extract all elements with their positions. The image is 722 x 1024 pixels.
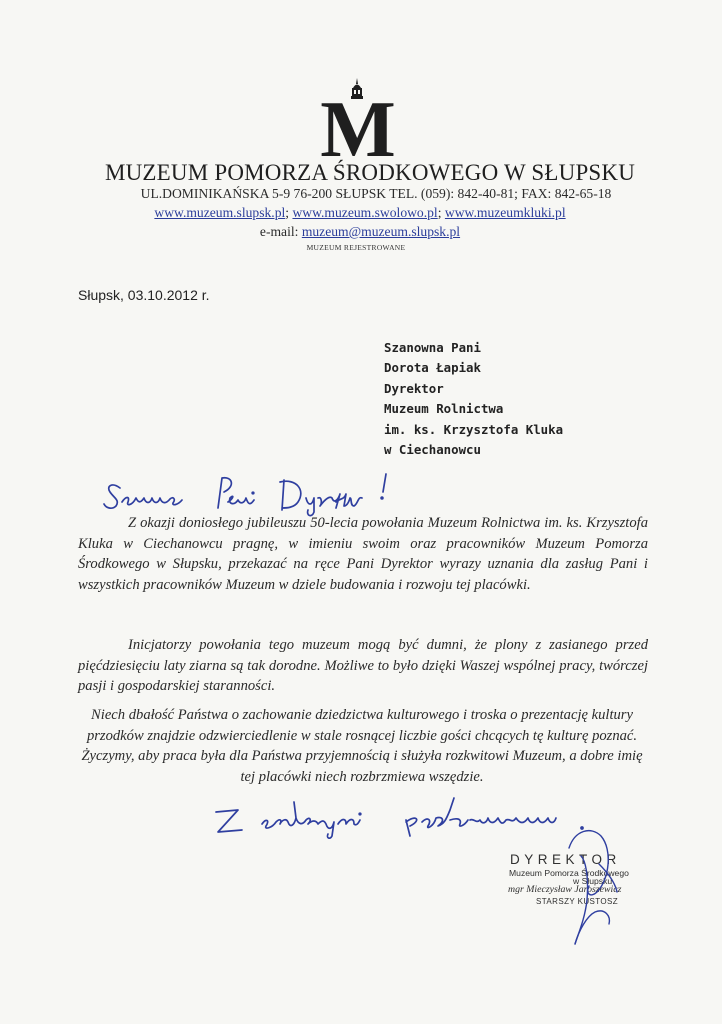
stamp-institution: Muzeum Pomorza Środkowego (509, 868, 629, 878)
body-paragraph-3: Niech dbałość Państwa o zachowanie dziedzictwa kulturowego i troska o prezentację kultury przodków znajdzie odzwierciedlenie w stale rosnącej liczbie gości chcących tę kulturę poznać. Życzymy, aby praca była dla Państwa przyjemnością i służyła rozkwitowi Muzeum, a dobre imię tej placówki niech rozbrzmiewa wszędzie. (81, 707, 643, 785)
stamp-rank: STARSZY KUSTOSZ (536, 897, 619, 906)
registered-note: MUZEUM REJESTROWANE (306, 243, 406, 252)
recipient-line: Szanowna Pani (384, 340, 481, 355)
handwritten-salutation (100, 468, 420, 518)
recipient-line: w Ciechanowcu (384, 442, 481, 458)
letter-date: Słupsk, 03.10.2012 r. (78, 287, 210, 303)
website-links: www.muzeum.slupsk.pl; www.muzeum.swolowo.pl; www.muzeumkluki.pl (154, 205, 566, 220)
handwritten-signature (545, 820, 635, 950)
recipient-block (384, 338, 563, 460)
recipient-line: Dorota Łapiak (384, 360, 481, 376)
museum-address: UL.DOMINIKAŃSKA 5-9 76-200 SŁUPSK TEL. (059): 842-40-81; FAX: 842-65-18 (140, 186, 612, 201)
email-label: e-mail: (259, 224, 302, 239)
svg-text:M: M (320, 86, 396, 158)
website-link-kluki[interactable]: www.muzeumkluki.pl (444, 205, 566, 220)
stamp-title: DYREKTOR (510, 852, 621, 867)
recipient-line: Dyrektor (384, 380, 444, 396)
museum-name: MUZEUM POMORZA ŚRODKOWEGO W SŁUPSKU (104, 160, 636, 185)
svg-text:Szanowna Pani Dyrektor!: Szanowna Pani Dyrektor! (100, 468, 111, 469)
museum-logo (318, 78, 398, 158)
stamp-city: w Słupsku (573, 876, 613, 886)
email-link[interactable]: muzeum@muzeum.slupsk.pl (301, 224, 461, 239)
recipient-line: im. ks. Krzysztofa Kluka (384, 421, 564, 437)
stamp-signatory: mgr Mieczysław Jaroszewicz (508, 884, 622, 895)
body-paragraph-1: Z okazji doniosłego jubileuszu 50-lecia powołania Muzeum Rolnictwa im. ks. Krzysztofa Kluka w Ciechanowcu pragnę, w imieniu swoim oraz pracowników Muzeum Pomorza Środkowego w Słupsku, przekazać na ręce Pani Dyrektor wyrazy uznania dla zasług Pani i wszystkich pracowników Muzeum w dziele budowania i rozwoju tej placówki. (78, 515, 648, 593)
svg-text:Z serdecznymi pozdrowieniami.: Z serdecznymi pozdrowieniami. (210, 790, 223, 791)
body-paragraph-2: Inicjatorzy powołania tego muzeum mogą być dumni, że plony z zasianego przed pięćdziesięciu laty ziarna są tak dorodne. Możliwe to było dzięki Waszej wspólnej pracy, twórczej pasji i gospodarskiej staranności. (78, 637, 648, 694)
recipient-line: Muzeum Rolnictwa (384, 401, 504, 417)
website-link-slupsk[interactable]: www.muzeum.slupsk.pl (154, 205, 286, 220)
website-link-swolowo[interactable]: www.muzeum.swolowo.pl (292, 205, 438, 220)
email-row (0, 224, 720, 240)
